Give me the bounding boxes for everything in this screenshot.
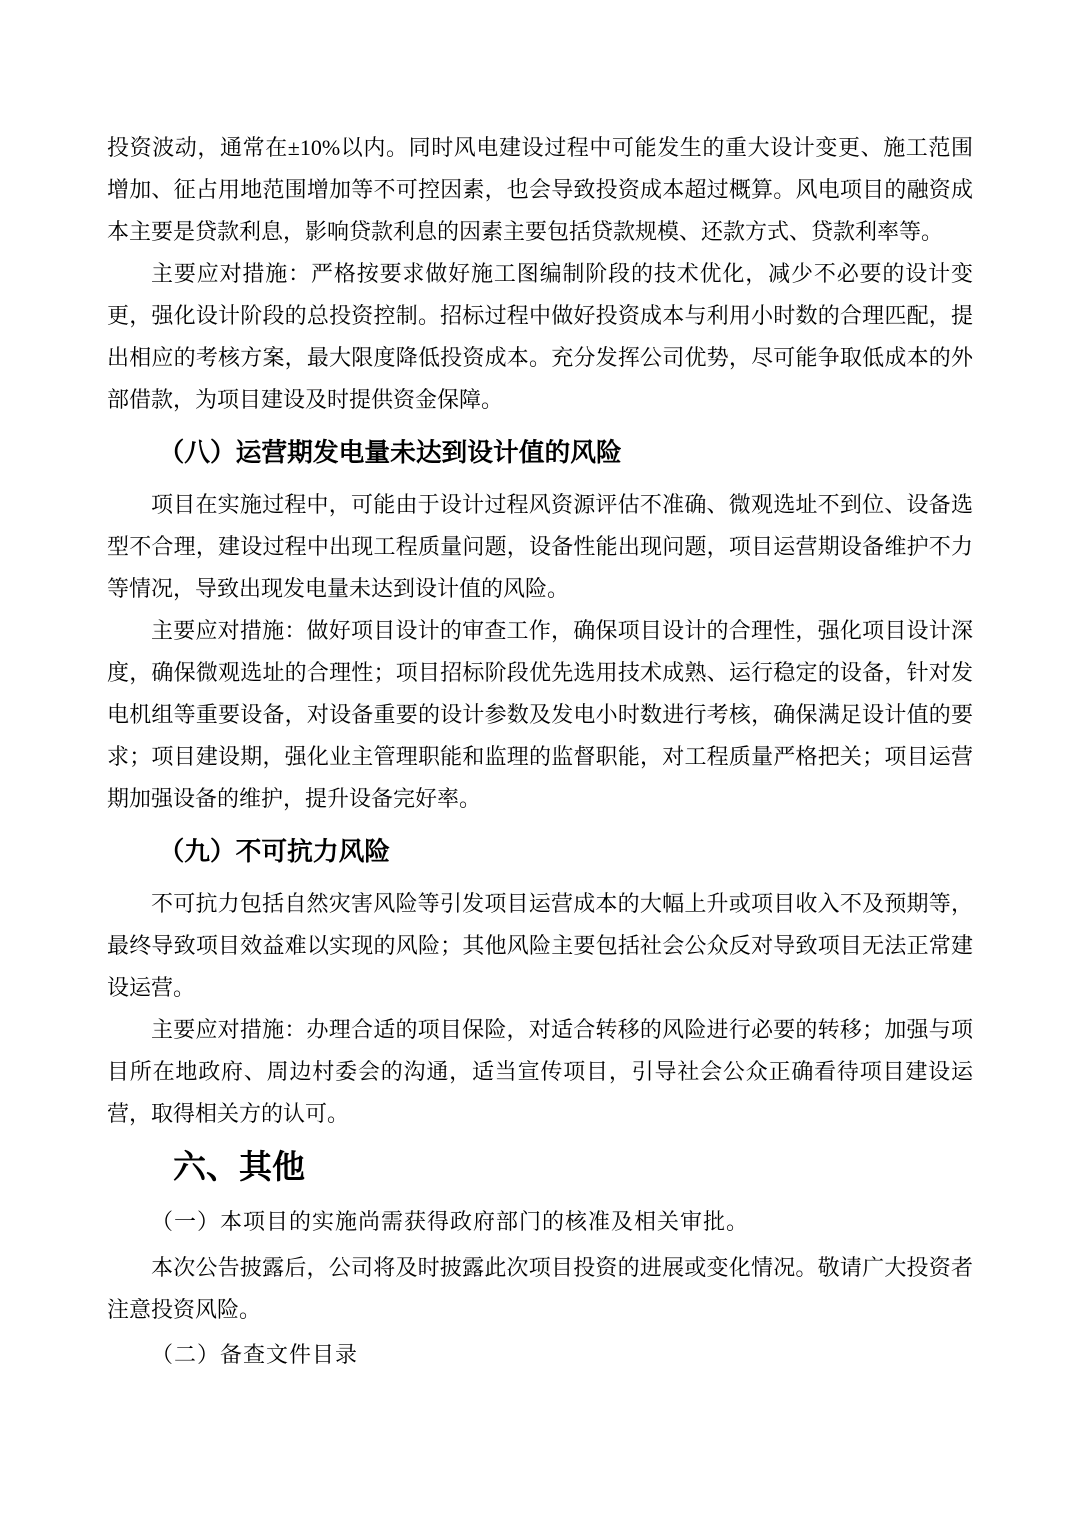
paragraph-disclosure-notice: 本次公告披露后，公司将及时披露此次项目投资的进展或变化情况。敬请广大投资者注意投资风险。 bbox=[107, 1255, 973, 1322]
sub-heading-risk-8-generation-below-design: （八）运营期发电量未达到设计值的风险 bbox=[158, 438, 622, 467]
paragraph-force-majeure-description: 不可抗力包括自然灾害风险等引发项目运营成本的大幅上升或项目收入不及预期等，最终导致项目效益难以实现的风险；其他风险主要包括社会公众反对导致项目无法正常建设运营。 bbox=[107, 891, 973, 1000]
paragraph-cost-countermeasures: 主要应对措施：严格按要求做好施工图编制阶段的技术优化，减少不必要的设计变更，强化设计阶段的总投资控制。招标过程中做好投资成本与利用小时数的合理匹配，提出相应的考核方案，最大限度降低投资成本。充分发挥公司优势，尽可能争取低成本的外部借款，为项目建设及时提供资金保障。 bbox=[107, 261, 973, 412]
section-heading-6-other: 六、其他 bbox=[173, 1148, 305, 1185]
paragraph-force-majeure-countermeasures: 主要应对措施：办理合适的项目保险，对适合转移的风险进行必要的转移；加强与项目所在地政府、周边村委会的沟通，适当宣传项目，引导社会公众正确看待项目建设运营，取得相关方的认可。 bbox=[107, 1017, 973, 1126]
paragraph-cost-overrun-continued: 投资波动，通常在±10%以内。同时风电建设过程中可能发生的重大设计变更、施工范围增加、征占用地范围增加等不可控因素，也会导致投资成本超过概算。风电项目的融资成本主要是贷款利息，影响贷款利息的因素主要包括贷款规模、还款方式、贷款利率等。 bbox=[107, 135, 973, 244]
item-2-reference-documents-heading: （二）备查文件目录 bbox=[151, 1342, 359, 1367]
sub-heading-risk-9-force-majeure: （九）不可抗力风险 bbox=[158, 837, 391, 866]
item-1-government-approval-note: （一）本项目的实施尚需获得政府部门的核准及相关审批。 bbox=[151, 1209, 750, 1234]
paragraph-generation-risk-countermeasures: 主要应对措施：做好项目设计的审查工作，确保项目设计的合理性，强化项目设计深度，确保微观选址的合理性；项目招标阶段优先选用技术成熟、运行稳定的设备，针对发电机组等重要设备，对设备重要的设计参数及发电小时数进行考核，确保满足设计值的要求；项目建设期，强化业主管理职能和监理的监督职能，对工程质量严格把关；项目运营期加强设备的维护，提升设备完好率。 bbox=[107, 618, 973, 811]
paragraph-generation-risk-description: 项目在实施过程中，可能由于设计过程风资源评估不准确、微观选址不到位、设备选型不合理，建设过程中出现工程质量问题，设备性能出现问题，项目运营期设备维护不力等情况，导致出现发电量未达到设计值的风险。 bbox=[107, 492, 973, 601]
